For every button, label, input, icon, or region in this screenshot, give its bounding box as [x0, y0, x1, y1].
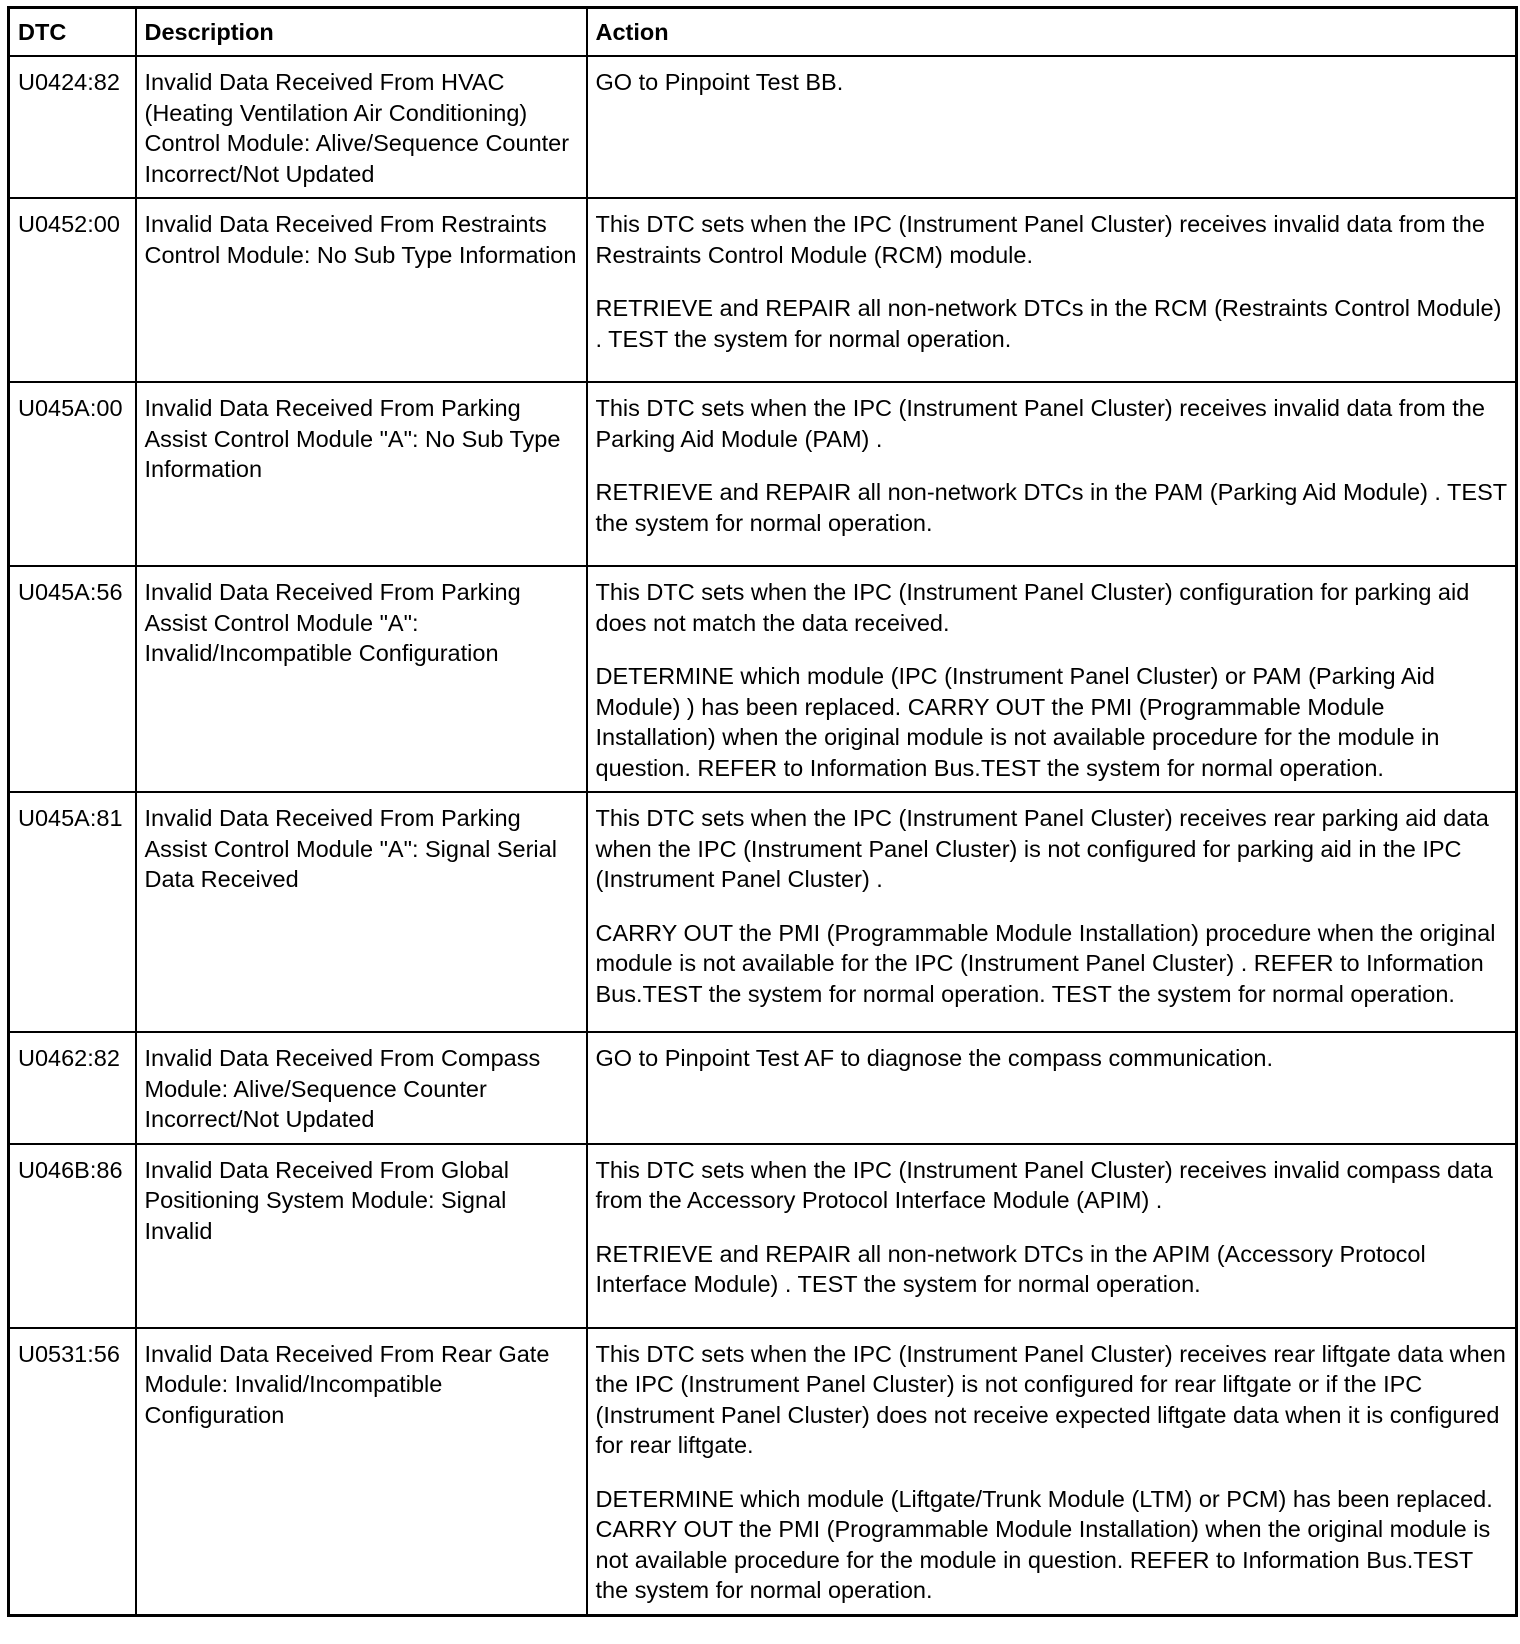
- action-cell: [587, 1032, 1517, 1144]
- table-row: [9, 1144, 1517, 1328]
- action-paragraph: DETERMINE which module (IPC (Instrument Panel Cluster) or PAM (Parking Aid Module) ) has been replaced. CARRY OUT the PMI (Programmable Module Installation) when the original module is not available procedure for the module in question. REFER to Information Bus.TEST the system for normal operation.: [595, 663, 1440, 781]
- dtc-code-cell: U045A:00: [9, 382, 136, 566]
- table-header: [9, 8, 1517, 57]
- description-cell: Invalid Data Received From Restraints Control Module: No Sub Type Information: [136, 198, 587, 382]
- action-paragraph: This DTC sets when the IPC (Instrument Panel Cluster) receives invalid compass data from the Accessory Protocol Interface Module (APIM) .: [595, 1156, 1493, 1213]
- action-paragraph: RETRIEVE and REPAIR all non-network DTCs in the APIM (Accessory Protocol Interface Module) . TEST the system for normal operation.: [595, 1240, 1426, 1297]
- header-dtc: DTC: [9, 8, 136, 57]
- header-description: Description: [136, 8, 587, 57]
- table-row: [9, 56, 1517, 198]
- action-cell: [587, 198, 1517, 382]
- action-paragraph: This DTC sets when the IPC (Instrument Panel Cluster) receives invalid data from the Parking Aid Module (PAM) .: [595, 395, 1485, 452]
- action-paragraph: DETERMINE which module (Liftgate/Trunk Module (LTM) or PCM) has been replaced. CARRY OUT the PMI (Programmable Module Installation) when the original module is not available procedure for the module in question. REFER to Information Bus.TEST the system for normal operation.: [595, 1485, 1493, 1603]
- action-paragraph: CARRY OUT the PMI (Programmable Module Installation) procedure when the original module is not available for the IPC (Instrument Panel Cluster) . REFER to Information Bus.TEST the system for normal operation. TEST the system for normal operation.: [595, 919, 1496, 1007]
- action-cell: [587, 1328, 1517, 1616]
- table-row: [9, 382, 1517, 566]
- dtc-code-cell: U0452:00: [9, 198, 136, 382]
- description-cell: Invalid Data Received From HVAC (Heating Ventilation Air Conditioning) Control Module: Alive/Sequence Counter Incorrect/Not Updated: [136, 56, 587, 198]
- dtc-code-cell: U0531:56: [9, 1328, 136, 1616]
- header-row: [9, 8, 1517, 57]
- dtc-code-cell: U0462:82: [9, 1032, 136, 1144]
- description-cell: Invalid Data Received From Compass Module: Alive/Sequence Counter Incorrect/Not Updated: [136, 1032, 587, 1144]
- action-paragraph: GO to Pinpoint Test BB.: [595, 69, 844, 95]
- action-paragraph: RETRIEVE and REPAIR all non-network DTCs in the PAM (Parking Aid Module) . TEST the system for normal operation.: [595, 479, 1507, 536]
- dtc-code-cell: U046B:86: [9, 1144, 136, 1328]
- action-paragraph: This DTC sets when the IPC (Instrument Panel Cluster) receives rear liftgate data when the IPC (Instrument Panel Cluster) is not configured for rear liftgate or if the IPC (Instrument Panel Cluster) does not receive expected liftgate data when it is configured for rear liftgate.: [595, 1340, 1506, 1458]
- description-cell: Invalid Data Received From Parking Assist Control Module "A": No Sub Type Information: [136, 382, 587, 566]
- table-row: [9, 1328, 1517, 1616]
- action-paragraph: GO to Pinpoint Test AF to diagnose the compass communication.: [595, 1045, 1274, 1071]
- action-cell: [587, 566, 1517, 792]
- description-cell: Invalid Data Received From Global Positioning System Module: Signal Invalid: [136, 1144, 587, 1328]
- dtc-code-cell: U0424:82: [9, 56, 136, 198]
- action-cell: [587, 1144, 1517, 1328]
- action-paragraph: This DTC sets when the IPC (Instrument Panel Cluster) receives invalid data from the Restraints Control Module (RCM) module.: [595, 211, 1485, 268]
- table-body: [9, 56, 1517, 1615]
- table-row: [9, 566, 1517, 792]
- dtc-code-cell: U045A:56: [9, 566, 136, 792]
- header-action: Action: [587, 8, 1517, 57]
- table-row: [9, 1032, 1517, 1144]
- action-cell: [587, 792, 1517, 1032]
- table-row: [9, 198, 1517, 382]
- dtc-code-cell: U045A:81: [9, 792, 136, 1032]
- action-paragraph: This DTC sets when the IPC (Instrument Panel Cluster) receives rear parking aid data when the IPC (Instrument Panel Cluster) is not configured for parking aid in the IPC (Instrument Panel Cluster) .: [595, 805, 1489, 892]
- table-row: [9, 792, 1517, 1032]
- dtc-table: [7, 6, 1518, 1617]
- action-paragraph: This DTC sets when the IPC (Instrument Panel Cluster) configuration for parking aid does not match the data received.: [595, 579, 1470, 636]
- action-cell: [587, 382, 1517, 566]
- description-cell: Invalid Data Received From Parking Assist Control Module "A": Invalid/Incompatible Configuration: [136, 566, 587, 792]
- description-cell: Invalid Data Received From Parking Assist Control Module "A": Signal Serial Data Received: [136, 792, 587, 1032]
- action-paragraph: RETRIEVE and REPAIR all non-network DTCs in the RCM (Restraints Control Module) . TEST the system for normal operation.: [595, 295, 1502, 352]
- description-cell: Invalid Data Received From Rear Gate Module: Invalid/Incompatible Configuration: [136, 1328, 587, 1616]
- action-cell: [587, 56, 1517, 198]
